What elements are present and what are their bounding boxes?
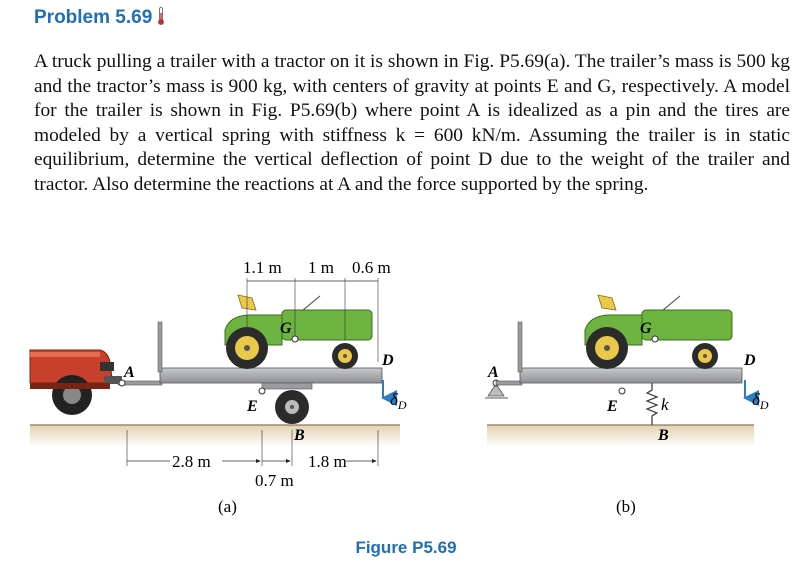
label-a-point-g: G [280,320,292,337]
tractor-b [585,295,732,369]
trailer-bed-b [520,368,742,383]
label-b-spring-k: k [661,395,669,414]
dim-2-8m: 2.8 m [172,452,211,471]
dim-1-1m: 1.1 m [243,258,282,277]
figure-b [485,295,769,516]
dim-1-8m: 1.8 m [308,452,347,471]
label-b-point-a: A [488,364,499,381]
label-a-point-d: D [382,352,394,369]
label-fig-b: (b) [616,497,636,516]
spring-b [647,383,657,425]
label-b-point-d: D [744,352,756,369]
label-a-point-e: E [247,398,258,415]
ground-a [30,425,400,447]
label-b-point-g: G [640,320,652,337]
dim-0-7m: 0.7 m [255,471,294,490]
dim-0-6m: 0.6 m [352,258,391,277]
deflection-label-a: $\delta_D$ [390,390,407,412]
label-a-point-b: B [294,427,305,444]
label-b-point-b: B [658,427,669,444]
truck [30,350,122,415]
figure-caption: Figure P5.69 [355,538,457,557]
label-a-point-a: A [124,364,135,381]
deflection-label-b: $\delta_D$ [752,390,769,412]
figure-a [30,258,407,516]
label-b-point-e: E [607,398,618,415]
ground-b [487,425,754,447]
dim-1m: 1 m [308,258,334,277]
problem-title: Problem 5.69 [34,7,164,29]
problem-statement: A truck pulling a trailer with a tractor on it is shown in Fig. P5.69(a). The trailer’s mass is 500 kg and the tractor’s mass is 900 kg, with centers of gravity at points E and G, respectively. A model for the trailer is shown in Fig. P5.69(b) where point A is idealized as a pin and the tires are modeled by a vertical spring with stiffness k = 600 kN/m. Assuming the trailer is in static equilibrium, determine the vertical deflection of point D due to the weight of the trailer and tractor. Also determine the reactions at A and the force supported by the spring. [34,51,790,195]
label-fig-a: (a) [218,497,237,516]
trailer-bed-a [160,368,382,383]
